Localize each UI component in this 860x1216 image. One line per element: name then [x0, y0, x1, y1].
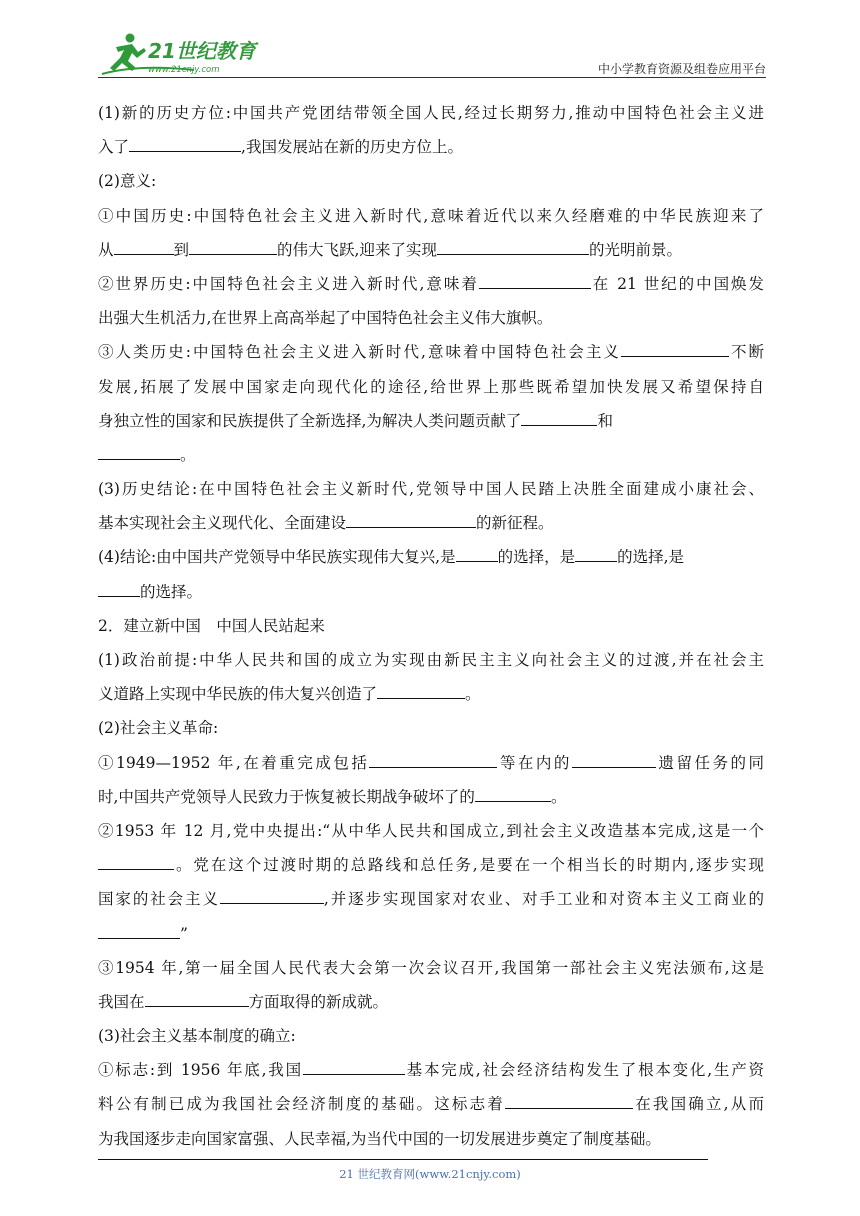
text-line: [98, 335, 764, 369]
line-text: 时,中国共产党领导人民致力于恢复被长期战争破坏了的: [98, 787, 475, 806]
text-line: [98, 780, 764, 814]
line-text: 的光明前景。: [588, 240, 682, 259]
text-line: [98, 1053, 764, 1087]
line-text: 。: [465, 685, 481, 704]
fill-in-blank[interactable]: [220, 887, 324, 904]
line-text: 遗留任务的同: [655, 753, 764, 772]
line-text: 基本实现社会主义现代化、全面建设: [98, 514, 347, 533]
fill-in-blank[interactable]: [98, 443, 180, 460]
line-text: 的选择,是: [617, 548, 685, 567]
fill-in-blank[interactable]: [129, 135, 241, 152]
fill-in-blank[interactable]: [621, 340, 729, 357]
text-line: [98, 301, 764, 335]
line-text: 到: [173, 240, 190, 259]
line-text: 发展,拓展了发展中国家走向现代化的途径,给世界上那些既希望加快发展又希望保持自: [98, 377, 764, 396]
line-text: ③人类历史:中国特色社会主义进入新时代,意味着中国特色社会主义: [98, 343, 621, 362]
text-line: [98, 540, 764, 574]
text-line: [98, 814, 764, 848]
fill-in-blank[interactable]: [456, 545, 498, 562]
line-text: (4)结论:由中国共产党领导中华民族实现伟大复兴,是: [98, 548, 456, 567]
fill-in-blank[interactable]: [521, 408, 597, 425]
line-text: 在 21 世纪的中国焕发: [590, 274, 765, 293]
fill-in-blank[interactable]: [575, 545, 617, 562]
text-line: [98, 1122, 764, 1156]
line-text: ”: [180, 924, 188, 943]
line-text: (2)社会主义革命:: [98, 719, 219, 738]
line-text: 出强大生机活力,在世界上高高举起了中国特色社会主义伟大旗帜。: [98, 309, 553, 328]
line-text: ②1953 年 12 月,党中央提出:“从中华人民共和国成立,到社会主义改造基本完成,这是一个: [98, 821, 764, 840]
fill-in-blank[interactable]: [98, 579, 140, 596]
line-text: 基本完成,社会经济结构发生了根本变化,生产资: [404, 1061, 764, 1080]
line-text: (3)社会主义基本制度的确立:: [98, 1027, 296, 1046]
line-text: 的选择。: [140, 582, 203, 601]
line-text: ②世界历史:中国特色社会主义进入新时代,意味着: [98, 274, 479, 293]
text-line: [98, 1087, 764, 1121]
text-line: [98, 882, 764, 916]
text-line: [98, 233, 764, 267]
line-text: ,我国发展站在新的历史方位上。: [241, 138, 463, 157]
text-line: [98, 267, 764, 301]
fill-in-blank[interactable]: [98, 853, 174, 870]
fill-in-blank[interactable]: [346, 511, 476, 528]
fill-in-blank[interactable]: [377, 682, 465, 699]
fill-in-blank[interactable]: [437, 237, 589, 254]
text-line: [98, 917, 764, 951]
fill-in-blank[interactable]: [572, 750, 656, 767]
text-line: [98, 96, 764, 130]
line-text: ①标志:到 1956 年底,我国: [98, 1061, 303, 1080]
fill-in-blank[interactable]: [189, 237, 277, 254]
fill-in-blank[interactable]: [505, 1092, 633, 1109]
text-line: [98, 711, 764, 745]
fill-in-blank[interactable]: [303, 1058, 405, 1075]
text-line: [98, 130, 764, 164]
line-text: 我国在: [98, 992, 145, 1011]
text-line: [98, 404, 764, 438]
line-text: 2．建立新中国 中国人民站起来: [98, 616, 325, 635]
fill-in-blank[interactable]: [98, 921, 180, 938]
line-text: 和: [597, 411, 613, 430]
text-line: [98, 951, 764, 985]
line-text: 的伟大飞跃,迎来了实现: [277, 240, 437, 259]
text-line: [98, 848, 764, 882]
text-line: [98, 164, 764, 198]
line-text: ①1949—1952 年,在着重完成包括: [98, 753, 370, 772]
line-text: 料公有制已成为我国社会经济制度的基础。这标志着: [98, 1095, 505, 1114]
text-line: [98, 643, 764, 677]
line-text: ③1954 年,第一届全国人民代表大会第一次会议召开,我国第一部社会主义宪法颁布,这是: [98, 958, 764, 977]
logo-text: 21世纪教育: [148, 39, 256, 63]
line-text: 的新征程。: [476, 514, 554, 533]
line-text: (2)意义:: [98, 172, 157, 191]
line-text: (3)历史结论:在中国特色社会主义新时代,党领导中国人民踏上决胜全面建成小康社会、: [98, 480, 764, 499]
fill-in-blank[interactable]: [114, 237, 174, 254]
text-line: [98, 506, 764, 540]
line-text: 等在内的: [497, 753, 572, 772]
line-text: 入了: [98, 138, 130, 157]
text-line: [98, 199, 764, 233]
text-line: [98, 370, 764, 404]
fill-in-blank[interactable]: [145, 990, 249, 1007]
line-text: ,并逐步实现国家对农业、对手工业和对资本主义工商业的: [323, 890, 764, 909]
line-text: 义道路上实现中华民族的伟大复兴创造了: [98, 685, 378, 704]
line-text: 。: [550, 787, 567, 806]
fill-in-blank[interactable]: [475, 784, 551, 801]
fill-in-blank[interactable]: [369, 750, 497, 767]
line-text: 为我国逐步走向国家富强、人民幸福,为当代中国的一切发展进步奠定了制度基础。: [98, 1129, 661, 1148]
platform-name: 中小学教育资源及组卷应用平台: [597, 62, 766, 76]
logo-url: www.21cnjy.com: [148, 65, 220, 75]
text-line: [98, 575, 764, 609]
line-text: ①中国历史:中国特色社会主义进入新时代,意味着近代以来久经磨难的中华民族迎来了: [98, 206, 764, 225]
line-text: 方面取得的新成就。: [248, 992, 389, 1011]
line-text: 身独立性的国家和民族提供了全新选择,为解决人类问题贡献了: [98, 411, 522, 430]
line-text: (1)政治前提:中华人民共和国的成立为实现由新民主主义向社会主义的过渡,并在社会主: [98, 651, 764, 669]
line-text: (1)新的历史方位:中国共产党团结带领全国人民,经过长期努力,推动中国特色社会主义进: [98, 104, 764, 122]
footer-divider: [98, 1159, 708, 1160]
text-line: [98, 438, 764, 472]
header-divider: [98, 77, 766, 78]
line-text: 。: [180, 445, 196, 464]
text-line: [98, 985, 764, 1019]
text-line: [98, 677, 764, 711]
document-body: [98, 96, 764, 1156]
page-header: [98, 30, 766, 80]
text-line: [98, 746, 764, 780]
fill-in-blank[interactable]: [479, 272, 591, 289]
line-text: 。党在这个过渡时期的总路线和总任务,是要在一个相当长的时期内,逐步实现: [174, 856, 764, 875]
line-text: 从: [98, 240, 114, 259]
text-line: [98, 472, 764, 506]
line-text: 不断: [728, 343, 764, 362]
text-line: [98, 1019, 764, 1053]
line-text: 在我国确立,从而: [633, 1095, 764, 1114]
text-line: [98, 609, 764, 643]
line-text: 国家的社会主义: [98, 890, 220, 909]
21cnjy-logo: [98, 30, 268, 78]
footer-source: 21 世纪教育网(www.21cnjy.com): [339, 1167, 521, 1181]
line-text: 的选择，是: [497, 548, 576, 567]
